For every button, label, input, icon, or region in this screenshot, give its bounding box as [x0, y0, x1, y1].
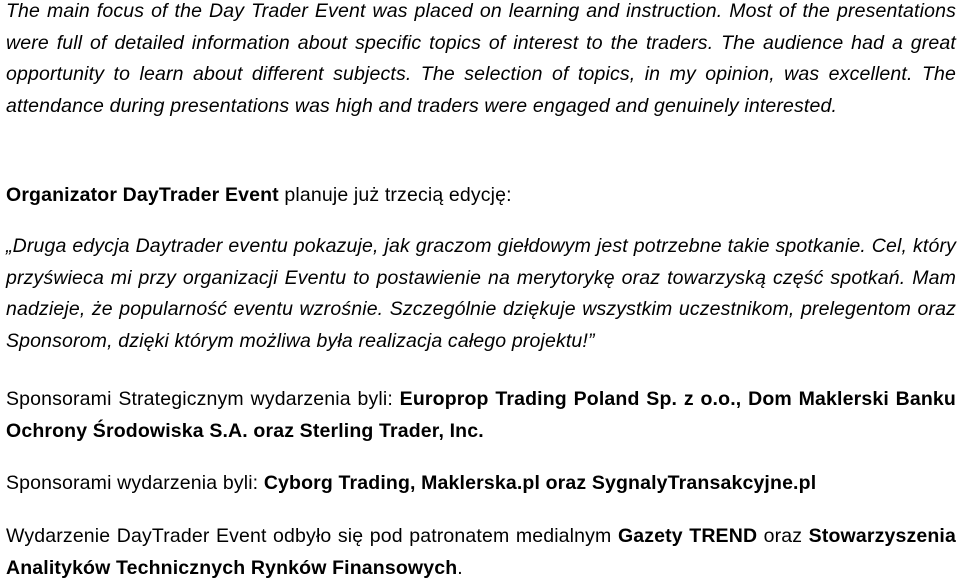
patronage-lead: Wydarzenie DayTrader Event odbyło się pod patronatem medialnym: [6, 525, 618, 547]
organizer-paragraph: [6, 180, 956, 212]
strategic-sponsors-lead: Sponsorami Strategicznym wydarzenia byli:: [6, 388, 400, 410]
patronage-trend: Gazety TREND: [617, 525, 758, 547]
organizer-text: planuje już trzecią edycję:: [278, 184, 512, 206]
patronage-end: .: [457, 556, 463, 579]
sponsors-lead: Sponsorami wydarzenia byli:: [6, 472, 264, 494]
strategic-sponsors-paragraph: [6, 384, 956, 447]
media-patronage-paragraph: [6, 521, 956, 584]
patronage-association: Stowarzyszenia Analityków Technicznych Rynków Finansowych: [6, 525, 956, 579]
intro-paragraph: The main focus of the Day Trader Event was placed on learning and instruction. Most of the presentations were full of detailed information about specific topics of interest to the traders. The audience had a great opportunity to learn about different subjects. The selection of topics, in my opinion, was excellent. The attendance during presentations was high and traders were engaged and genuinely interested.: [6, 0, 956, 117]
strategic-sponsors-names: Europrop Trading Poland Sp. z o.o., Dom Maklerski Banku Ochrony Środowiska S.A. oraz Sterling Trader, Inc.: [6, 388, 956, 442]
sponsors-paragraph: [6, 468, 956, 500]
organizer-name: Organizator DayTrader Event: [6, 184, 279, 206]
organizer-quote: „Druga edycja Daytrader eventu pokazuje, jak graczom giełdowym jest potrzebne takie spotkanie. Cel, który przyświeca mi przy organizacji Eventu to postawienie na merytorykę oraz towarzyską część spotkań. Mam nadzieje, że popularność eventu wzrośnie. Szczególnie dziękuje wszystkim uczestnikom, prelegentom oraz Sponsorom, dzięki którym możliwa była realizacja całego projektu!”: [6, 235, 956, 352]
patronage-mid: oraz: [757, 525, 809, 547]
sponsors-names: Cyborg Trading, Maklerska.pl oraz SygnalyTransakcyjne.pl: [263, 472, 817, 494]
